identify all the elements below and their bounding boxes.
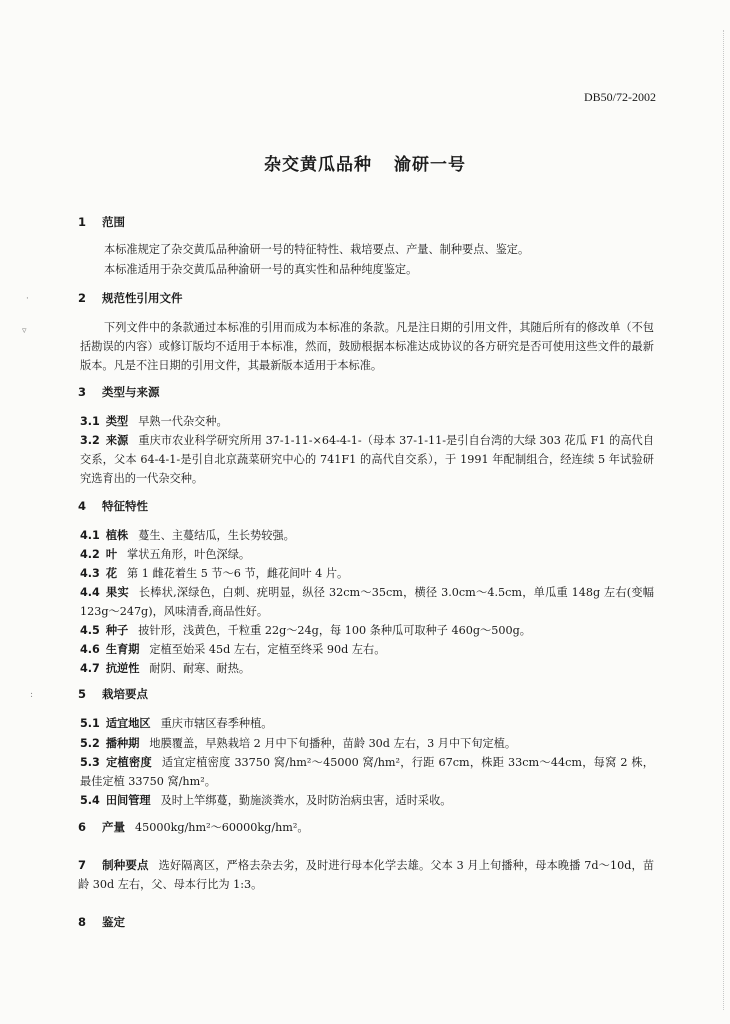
document-title <box>0 150 730 175</box>
section-3-heading <box>78 384 160 400</box>
section-1-para-1: 本标准规定了杂交黄瓜品种渝研一号的特征特性、栽培要点、产量、制种要点、鉴定。 <box>104 243 530 256</box>
clause-4-5: 4.5 种子 披针形，浅黄色，千粒重 22g～24g，每 100 条种瓜可取种子 460g～500g。 <box>80 624 531 637</box>
clause-4-4: 4.4 果实 长棒状,深绿色，白刺、疣明显，纵径 32cm～35cm，横径 3.0cm～4.5cm，单瓜重 148g 左右(变幅 123g～247g)，风味清香,商品性好。 <box>80 586 654 618</box>
clause-4-3: 4.3 花 第 1 雌花着生 5 节～6 节，雌花间叶 4 片。 <box>80 567 349 580</box>
section-number: 4 <box>78 499 87 513</box>
clause-3-2: 3.2 来源 重庆市农业科学研究所用 37-1-11-×64-4-1-（母本 37-1-11-是引自台湾的大绿 303 花瓜 F1 的高代自交系，父本 64-4-1-是引自北京蔬菜研究中心的 741F1 的高代自交系），于 1991 年配制组合，经连续 5 年试验研究选育出的一代杂交种。 <box>80 434 654 485</box>
clause-5-2: 5.2 播种期 地膜覆盖，早熟栽培 2 月中下旬播种，苗龄 30d 左右，3 月中下旬定植。 <box>80 737 517 750</box>
clause-4-1: 4.1 植株 蔓生、主蔓结瓜，生长势较强。 <box>80 529 295 542</box>
section-number: 2 <box>78 291 87 305</box>
section-6-heading: 6 产量 <box>78 820 125 834</box>
section-number: 3 <box>78 385 87 399</box>
title-part-1: 杂交黄瓜品种 <box>264 155 372 175</box>
scan-edge <box>721 30 724 1010</box>
section-4-heading <box>78 498 148 514</box>
scan-mark: · <box>26 294 29 304</box>
section-title: 范围 <box>102 215 125 229</box>
section-7-heading: 7 制种要点 <box>78 858 149 872</box>
section-title: 栽培要点 <box>102 687 148 701</box>
section-title: 特征特性 <box>102 499 148 513</box>
section-number: 8 <box>78 915 87 929</box>
section-1-heading <box>78 214 125 230</box>
clause-4-2: 4.2 叶 掌状五角形，叶色深绿。 <box>80 548 251 561</box>
section-title: 鉴定 <box>102 915 125 929</box>
section-title: 规范性引用文件 <box>102 291 183 305</box>
section-1-para-2: 本标准适用于杂交黄瓜品种渝研一号的真实性和品种纯度鉴定。 <box>104 263 418 276</box>
scan-mark: : <box>30 690 34 700</box>
clause-5-1: 5.1 适宜地区 重庆市辖区春季种植。 <box>80 717 273 730</box>
section-2-heading <box>78 290 183 306</box>
clause-4-7: 4.7 抗逆性 耐阴、耐寒、耐热。 <box>80 662 251 675</box>
clause-5-3: 5.3 定植密度 适宜定植密度 33750 窝/hm²～45000 窝/hm²，行距 67cm，株距 33cm～44cm，每窝 2 株，最佳定植 33750 窝/hm²。 <box>80 756 654 788</box>
section-number: 1 <box>78 215 87 229</box>
section-8-heading <box>78 914 125 930</box>
section-5-heading <box>78 686 148 702</box>
clause-5-4: 5.4 田间管理 及时上竿绑蔓，勤施淡粪水，及时防治病虫害，适时采收。 <box>80 794 452 807</box>
section-6: 6 产量 45000kg/hm²～60000kg/hm²。 <box>78 820 309 834</box>
scan-mark: ▿ <box>22 326 27 336</box>
clause-4-6: 4.6 生育期 定植至始采 45d 左右，定植至终采 90d 左右。 <box>80 643 386 656</box>
title-part-2: 渝研一号 <box>394 155 466 175</box>
section-7: 7 制种要点 选好隔离区，严格去杂去劣，及时进行母本化学去雄。父本 3 月上旬播种，母本晚播 7d～10d，苗龄 30d 左右，父、母本行比为 1:3。 <box>78 858 655 891</box>
section-number: 5 <box>78 687 87 701</box>
section-2-para: 下列文件中的条款通过本标准的引用而成为本标准的条款。凡是注日期的引用文件，其随后所有的修改单（不包括勘误的内容）或修订版均不适用于本标准，然而，鼓励根据本标准达成协议的各方研究是否可使用这些文件的最新版本。凡是不注日期的引用文件，其最新版本适用于本标准。 <box>80 321 654 372</box>
clause-3-1: 3.1 类型 早熟一代杂交种。 <box>80 415 228 428</box>
section-title: 类型与来源 <box>102 385 160 399</box>
standard-number: DB50/72-2002 <box>584 90 656 104</box>
